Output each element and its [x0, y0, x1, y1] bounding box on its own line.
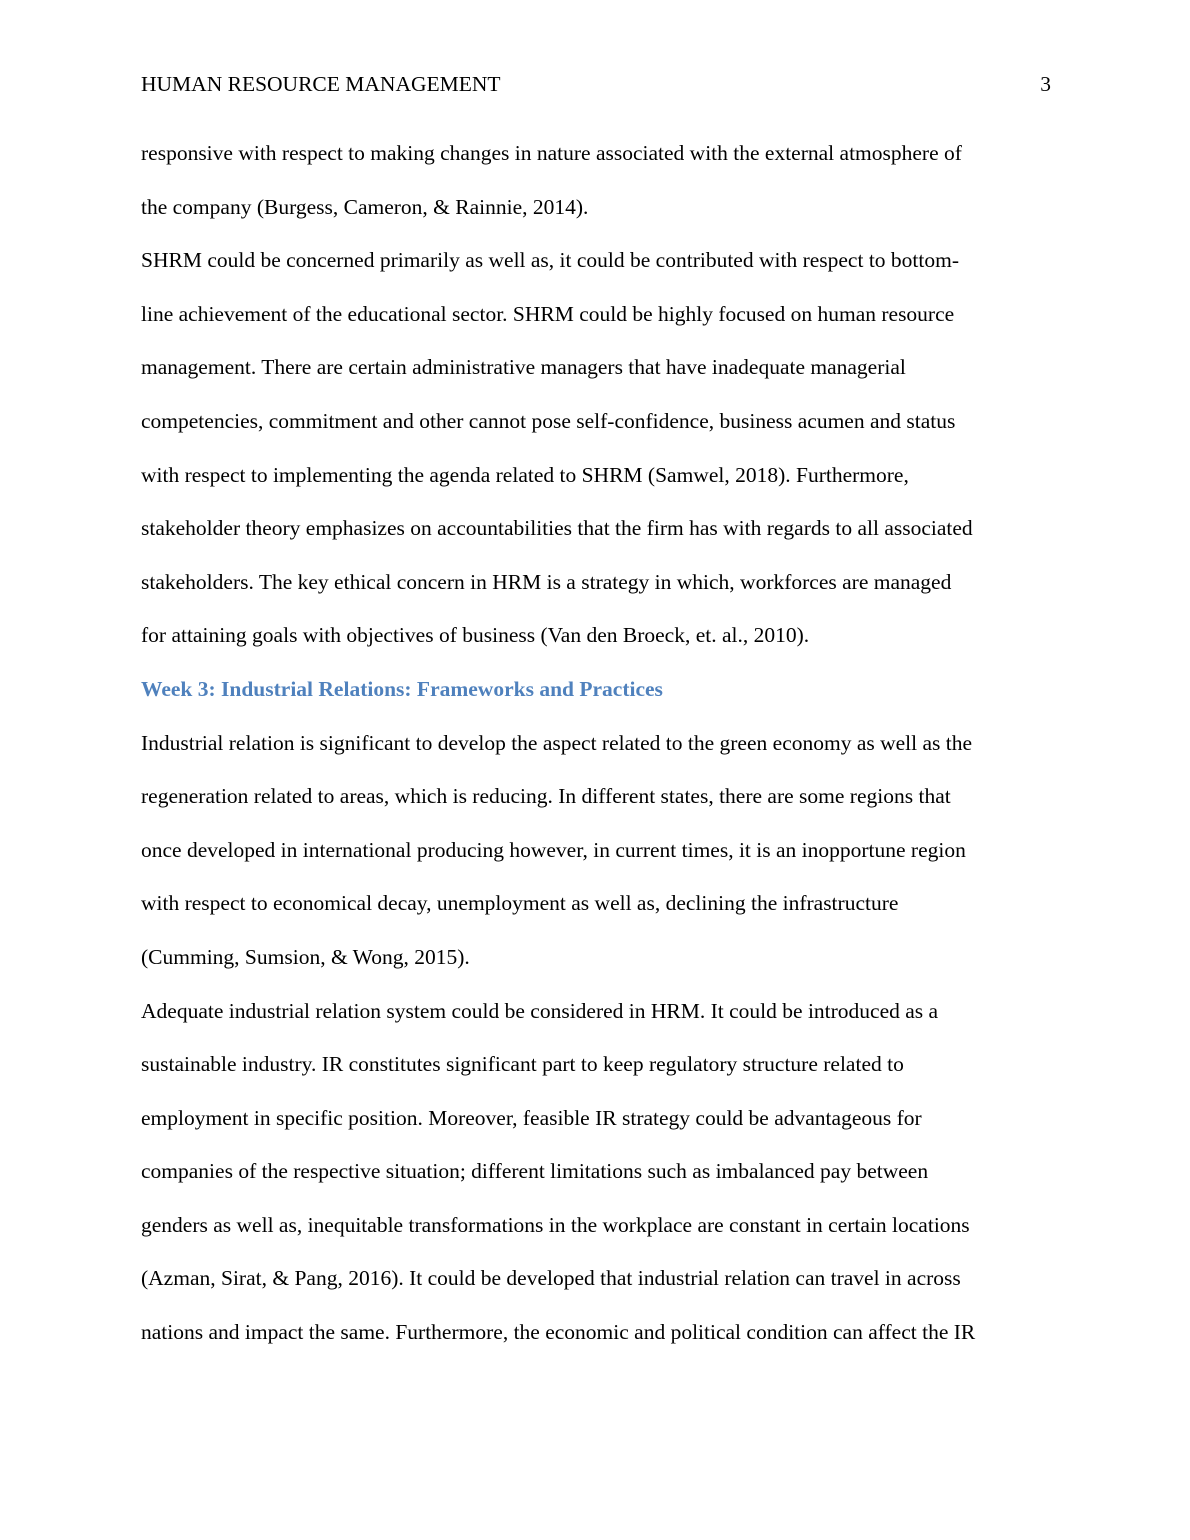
text-line: once developed in international producing however, in current times, it is an inopportune region — [141, 837, 966, 862]
text-line: competencies, commitment and other cannot pose self-confidence, business acumen and status — [141, 408, 956, 433]
text-line: (Cumming, Sumsion, & Wong, 2015). — [141, 944, 470, 969]
text-line: employment in specific position. Moreover, feasible IR strategy could be advantageous for — [141, 1105, 922, 1130]
running-head: HUMAN RESOURCE MANAGEMENT — [141, 72, 501, 96]
text-line: management. There are certain administrative managers that have inadequate managerial — [141, 355, 906, 380]
text-line: with respect to economical decay, unemployment as well as, declining the infrastructure — [141, 891, 899, 916]
text-line: the company (Burgess, Cameron, & Rainnie, 2014). — [141, 194, 589, 219]
text-line: SHRM could be concerned primarily as well as, it could be contributed with respect to bottom- — [141, 248, 959, 273]
paragraph-adequate-ir — [141, 985, 1053, 1360]
paragraph-industrial-relation — [141, 717, 1053, 985]
page-header — [141, 70, 1051, 98]
text-line: Industrial relation is significant to develop the aspect related to the green economy as well as the — [141, 730, 973, 755]
text-line: stakeholders. The key ethical concern in HRM is a strategy in which, workforces are managed — [141, 569, 952, 594]
text-line: (Azman, Sirat, & Pang, 2016). It could be developed that industrial relation can travel in across — [141, 1266, 961, 1291]
paragraph-continuation — [141, 127, 1053, 234]
text-line: nations and impact the same. Furthermore, the economic and political condition can affect the IR — [141, 1320, 976, 1345]
text-line: line achievement of the educational sector. SHRM could be highly focused on human resource — [141, 301, 955, 326]
section-heading: Week 3: Industrial Relations: Frameworks and Practices — [141, 676, 663, 701]
text-line: for attaining goals with objectives of business (Van den Broeck, et. al., 2010). — [141, 623, 810, 648]
page-number: 3 — [1040, 72, 1051, 96]
paragraph-shrm — [141, 234, 1053, 663]
document-body — [141, 127, 1053, 1360]
text-line: companies of the respective situation; different limitations such as imbalanced pay between — [141, 1159, 929, 1184]
text-line: Adequate industrial relation system could be considered in HRM. It could be introduced as a — [141, 998, 939, 1023]
text-line: regeneration related to areas, which is reducing. In different states, there are some regions that — [141, 784, 951, 809]
text-line: stakeholder theory emphasizes on accountabilities that the firm has with regards to all associated — [141, 516, 973, 541]
text-line: responsive with respect to making changes in nature associated with the external atmosphere of — [141, 141, 962, 165]
text-line: with respect to implementing the agenda related to SHRM (Samwel, 2018). Furthermore, — [141, 462, 909, 487]
text-line: genders as well as, inequitable transformations in the workplace are constant in certain locations — [141, 1212, 970, 1237]
text-line: sustainable industry. IR constitutes significant part to keep regulatory structure related to — [141, 1052, 904, 1077]
